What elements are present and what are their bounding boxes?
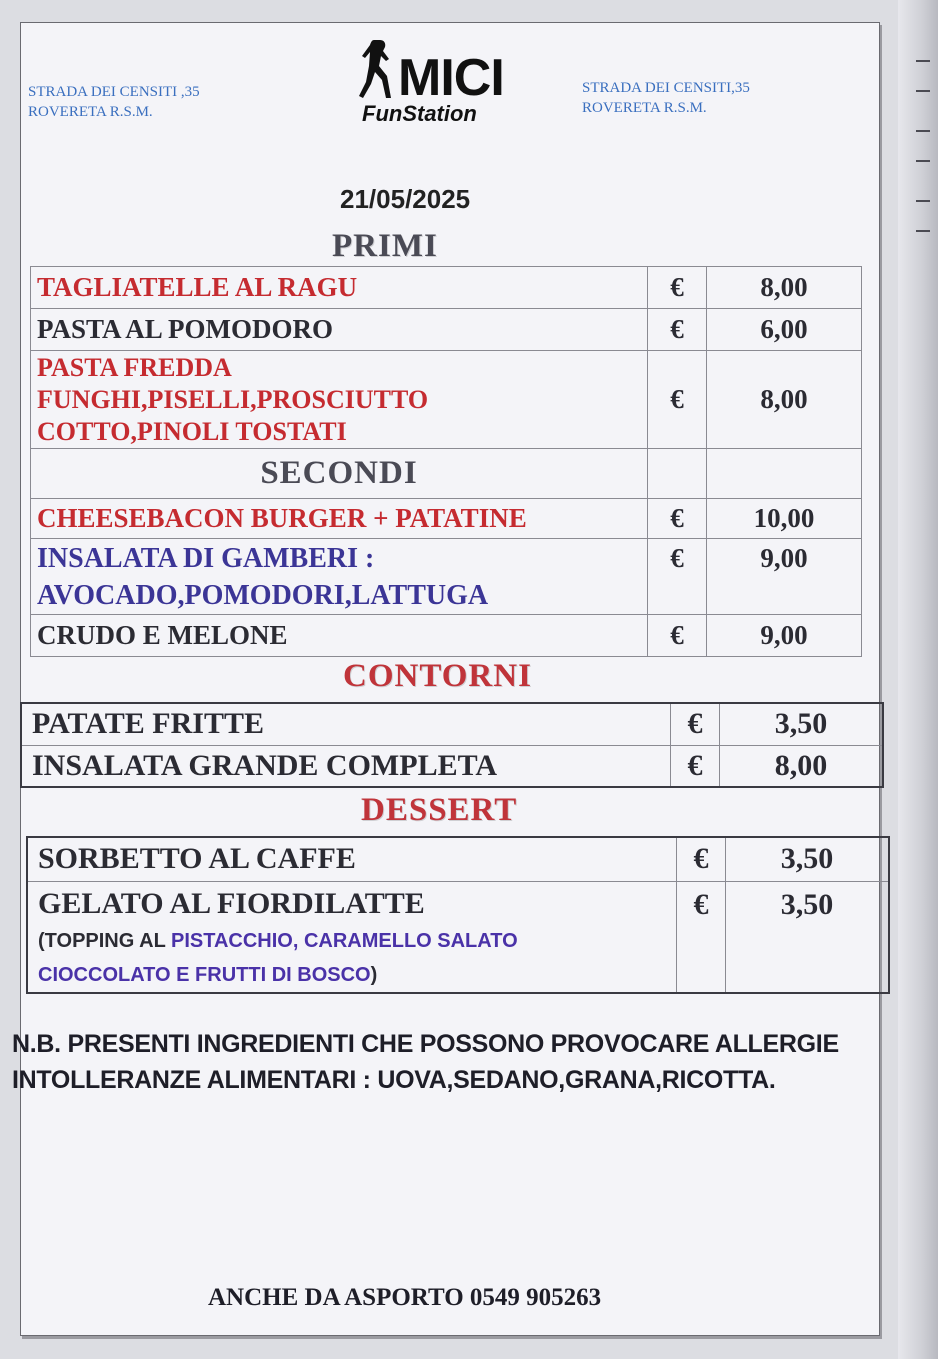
currency-symbol: € — [648, 351, 707, 449]
currency-symbol: € — [648, 539, 707, 615]
item-price: 8,00 — [720, 745, 884, 787]
currency-symbol: € — [648, 309, 707, 351]
dessert-table — [26, 836, 890, 994]
item-name-line: INSALATA DI GAMBERI : — [37, 542, 375, 574]
item-name: CRUDO E MELONE — [31, 615, 648, 657]
dancer-logo-icon — [358, 38, 402, 108]
allergen-note — [12, 1026, 902, 1098]
address-right — [582, 78, 750, 118]
item-name: CHEESEBACON BURGER + PATATINE — [31, 499, 648, 539]
item-price: 10,00 — [707, 499, 862, 539]
table-row — [31, 615, 862, 657]
item-name: PASTA AL POMODORO — [31, 309, 648, 351]
table-row — [31, 309, 862, 351]
currency-symbol: € — [648, 267, 707, 309]
address-right-line2: ROVERETA R.S.M. — [582, 100, 707, 116]
topping-flavors-1: PISTACCHIO, CARAMELLO SALATO — [170, 929, 518, 952]
item-price: 9,00 — [707, 539, 862, 615]
logo-subtitle: FunStation — [362, 101, 477, 126]
currency-symbol: € — [671, 703, 720, 745]
table-row — [31, 267, 862, 309]
item-price: 9,00 — [707, 615, 862, 657]
section-title-secondi: SECONDI — [260, 455, 418, 491]
item-price: 3,50 — [726, 881, 890, 993]
item-name: INSALATA GRANDE COMPLETA — [21, 745, 671, 787]
currency-symbol: € — [648, 499, 707, 539]
address-left-line2: ROVERETA R.S.M. — [28, 104, 153, 120]
contorni-table — [20, 702, 884, 788]
item-name: GELATO AL FIORDILATTE — [38, 886, 425, 920]
menu-date: 21/05/2025 — [340, 184, 471, 214]
item-name: TAGLIATELLE AL RAGU — [31, 267, 648, 309]
address-left-line1: STRADA DEI CENSITI ,35 — [28, 84, 200, 100]
address-left — [28, 82, 200, 122]
allergen-note-line2: INTOLLERANZE ALIMENTARI : UOVA,SEDANO,GRANA,RICOTTA. — [12, 1066, 776, 1094]
table-row — [31, 499, 862, 539]
item-name: PATATE FRITTE — [21, 703, 671, 745]
topping-prefix: (TOPPING AL — [38, 929, 171, 952]
item-price: 8,00 — [707, 267, 862, 309]
item-name — [31, 539, 648, 615]
primi-secondi-table — [30, 266, 862, 657]
item-price: 6,00 — [707, 309, 862, 351]
item-name: SORBETTO AL CAFFE — [27, 837, 677, 881]
topping-note — [38, 924, 670, 992]
item-price: 3,50 — [720, 703, 884, 745]
empty-cell — [707, 449, 862, 499]
item-name-cell — [27, 881, 677, 993]
table-row — [31, 539, 862, 615]
table-row — [31, 449, 862, 499]
section-title-cell — [31, 449, 648, 499]
item-price: 3,50 — [726, 837, 890, 881]
currency-symbol: € — [671, 745, 720, 787]
logo — [358, 38, 528, 130]
topping-suffix: ) — [370, 963, 378, 986]
item-name-line: PASTA FREDDA — [37, 352, 232, 382]
item-name-line: AVOCADO,POMODORI,LATTUGA — [37, 579, 489, 611]
allergen-note-line1: N.B. PRESENTI INGREDIENTI CHE POSSONO PROVOCARE ALLERGIE — [12, 1030, 839, 1058]
item-price: 8,00 — [707, 351, 862, 449]
currency-symbol: € — [648, 615, 707, 657]
takeaway-footer: ANCHE DA ASPORTO 0549 905263 — [208, 1284, 602, 1311]
section-title-primi: PRIMI — [332, 228, 438, 264]
table-row — [27, 837, 889, 881]
paper-edge — [898, 0, 938, 1359]
table-row — [21, 703, 883, 745]
empty-cell — [648, 449, 707, 499]
table-row — [21, 745, 883, 787]
table-row — [27, 881, 889, 993]
section-title-dessert: DESSERT — [361, 792, 518, 828]
item-name — [31, 351, 648, 449]
topping-flavors-2: CIOCCOLATO E FRUTTI DI BOSCO — [38, 963, 371, 986]
currency-symbol: € — [677, 837, 726, 881]
item-name-line: COTTO,PINOLI TOSTATI — [37, 416, 347, 446]
currency-symbol: € — [677, 881, 726, 993]
address-right-line1: STRADA DEI CENSITI,35 — [582, 80, 750, 96]
logo-title: MICI — [398, 49, 504, 107]
item-name-line: FUNGHI,PISELLI,PROSCIUTTO — [37, 384, 429, 414]
section-title-contorni: CONTORNI — [343, 658, 532, 694]
table-row — [31, 351, 862, 449]
